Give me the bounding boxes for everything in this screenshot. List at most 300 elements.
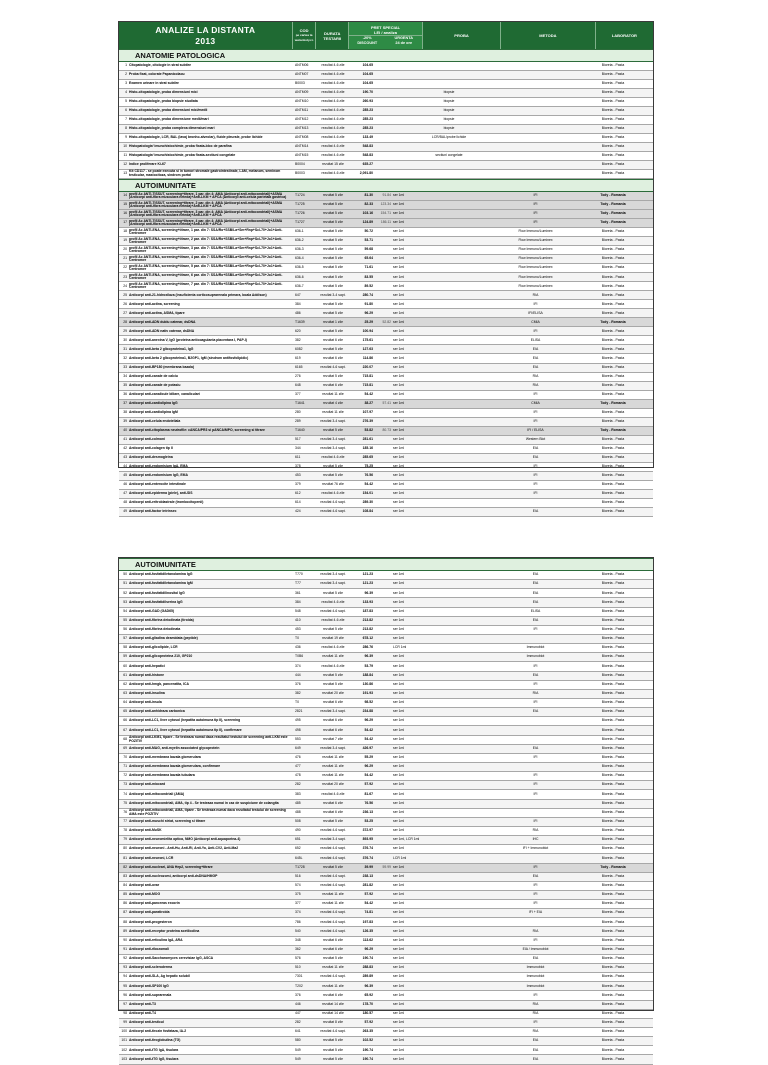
test-duration: rezultat 11 zile	[322, 409, 344, 414]
col-price-label: PRET SPECIAL	[370, 25, 401, 30]
test-name: Anticorpi anti-desmogleina	[129, 454, 173, 459]
col-price-sublabel: LEI / analiza	[374, 30, 397, 35]
discount-price: 52.82	[382, 319, 391, 324]
table-row	[119, 708, 653, 717]
table-row	[119, 427, 653, 436]
test-method: IFI	[533, 220, 538, 225]
urgent-sample: ser 1ml	[393, 627, 405, 632]
test-method: IFI + EIA	[528, 910, 543, 915]
test-method: IFI	[533, 391, 538, 396]
test-name: Anticorpi anti-endomisium IgG, EMA	[129, 472, 188, 477]
test-code: T1727	[295, 220, 305, 225]
test-name: Histopatologie/ imunohistochimie, proba fixata-sectiuni congelate	[129, 153, 236, 158]
urgent-sublabel: 24 de ore	[395, 41, 413, 45]
test-method: IFI	[533, 791, 538, 796]
test-code: 344	[295, 445, 301, 450]
test-code: 652	[295, 846, 301, 851]
discount-price: 186.11	[380, 220, 391, 225]
test-code: 612	[295, 490, 301, 495]
test-duration: rezultat 4-6 zile	[321, 599, 345, 604]
test-price: 197.83	[362, 919, 373, 924]
laboratory: Bioreta - Pasta	[601, 265, 625, 270]
table-row	[119, 391, 653, 400]
urgent-sample: ser 1ml	[393, 1047, 405, 1052]
table-row	[119, 672, 653, 681]
test-name: Kit CD117 - se poate executa si in tumori stromale gastrointestinale, LAM, melanom, seminom testicular, mastocitoza, sindrom portal	[129, 169, 281, 178]
test-duration: rezultat 5 zile	[323, 346, 343, 351]
test-duration: rezultat 5 zile	[323, 283, 343, 288]
test-method: IFI	[533, 864, 538, 869]
test-method: IFI	[533, 937, 538, 942]
test-duration: rezultat 11 zile	[322, 965, 344, 970]
urgent-sample: ser 1ml	[393, 301, 405, 306]
laboratory: Bioreta - Pasta	[601, 782, 625, 787]
test-method: IFI	[533, 773, 538, 778]
test-price: 104.65	[362, 63, 373, 68]
row-number: 91	[123, 946, 127, 951]
test-code: 636-7	[295, 283, 304, 288]
test-method: RIA	[532, 1029, 539, 1034]
row-number: 76	[123, 809, 127, 814]
row-number: 60	[123, 663, 127, 668]
test-code: 378	[295, 463, 301, 468]
table-row	[119, 681, 653, 690]
laboratory: Bioreta - Pasta	[601, 709, 625, 714]
test-price: 715.81	[362, 382, 373, 387]
urgent-label: URGENTA	[394, 36, 413, 40]
test-price: 107.97	[362, 409, 373, 414]
table-row	[119, 836, 653, 845]
test-name: Anticorpi anti-tiroglobulina (TG)	[129, 1038, 181, 1043]
test-name: Anticorpi anti-anexina V, IgG (proteina anticoagulanta placentara I, PAP-I)	[129, 337, 247, 342]
table-row	[119, 854, 653, 863]
test-name: Anticorpi anti-gliadina deamidata (peptide)	[129, 636, 198, 641]
table-row	[119, 937, 653, 946]
test-code: 488	[295, 809, 301, 814]
test-duration: rezultat 1 zile	[323, 319, 343, 324]
test-price: 236.13	[362, 809, 373, 814]
test-code: 540	[295, 928, 301, 933]
urgent-sample: ser 1ml	[393, 809, 405, 814]
table-row	[119, 1037, 653, 1046]
test-name: Anticorpi anti-fibrina deiodinata (tiroida)	[129, 617, 194, 622]
test-duration: rezultat 8 zile	[323, 1020, 343, 1025]
test-method: EIA / Immunoblot	[522, 946, 549, 951]
test-name: profil Ac ANTI-TISSUT, screening+titrare, 1 par. din 4: AMA (Anticorpi anti-mitocondriali)+ASMA (Anticorpi anti-fibra musculara neteda)+Anti-LKM + APCA (Anticorpi anti-celula parietala gastrica)	[129, 191, 287, 200]
row-number: 28	[123, 319, 127, 324]
test-name: Anticorpi anti-membrana bazala glomerulara, confirmare	[129, 764, 221, 769]
table-row	[119, 644, 653, 653]
test-price: 91.80	[364, 301, 373, 306]
test-duration: rezultat 4-6 sapt.	[320, 928, 346, 933]
row-number: 99	[123, 1020, 127, 1025]
test-price: 57.92	[364, 892, 373, 897]
test-code: 636-5	[295, 265, 304, 270]
row-number: 93	[123, 965, 127, 970]
row-number: 52	[123, 590, 127, 595]
urgent-sample: ser 1ml	[393, 382, 405, 387]
test-name: Anticorpi anti-neuroni, LCR	[129, 855, 174, 860]
test-name: Anticorpi anti-canale de calciu	[129, 373, 178, 378]
test-duration: rezultat 3-4 sapt.	[320, 418, 346, 423]
urgent-sample: ser 1ml	[393, 937, 405, 942]
test-code: 614	[295, 499, 301, 504]
laboratory: Bioreta - Pasta	[601, 636, 625, 641]
test-duration: rezultat 4-6 zile	[321, 171, 345, 176]
table-row	[119, 955, 653, 964]
col-sample-header	[422, 22, 500, 49]
urgent-sample: ser 1ml	[393, 1010, 405, 1015]
test-code: 611	[295, 454, 301, 459]
test-price: 376.74	[362, 855, 373, 860]
laboratory: Bioreta - Pasta	[601, 599, 625, 604]
test-code: 453	[295, 627, 301, 632]
test-code: 636-6	[295, 274, 304, 279]
test-code: 2821	[295, 709, 303, 714]
test-code: 508	[295, 819, 301, 824]
table-row	[119, 772, 653, 781]
test-method: EIA	[532, 873, 539, 878]
laboratory: Bioreta - Pasta	[601, 283, 625, 288]
test-name: Histo-citopatologie, proba complexa dimensiuni mari	[129, 126, 215, 131]
test-duration: rezultat 5 zile	[323, 301, 343, 306]
laboratory: Bioreta - Pasta	[601, 310, 625, 315]
urgent-sample: ser 1ml	[393, 328, 405, 333]
urgent-sample: ser 1ml	[393, 274, 405, 279]
test-price: 178.70	[362, 1001, 373, 1006]
laboratory: Bioreta - Pasta	[601, 910, 625, 915]
laboratory: Bioreta - Pasta	[601, 391, 625, 396]
table-row	[119, 617, 653, 626]
row-number: 22	[123, 265, 127, 270]
urgent-sample: ser 1ml	[393, 599, 405, 604]
test-duration: rezultat 7 zile	[323, 736, 343, 741]
table-row	[119, 598, 653, 607]
test-name: Anticorpi anti-miocard	[129, 782, 166, 787]
discount-price: 123.34	[380, 202, 391, 207]
table-row	[119, 571, 653, 580]
test-price: 50.72	[364, 229, 373, 234]
test-name: Anticorpi anti-endomisium IgA, EMA	[129, 463, 188, 468]
test-method: Flow Immuno/Luminex	[518, 274, 553, 279]
row-number: 3	[125, 81, 127, 86]
test-code: 651	[295, 837, 301, 842]
urgent-sample: ser 1ml	[393, 202, 405, 207]
test-name: Anticorpi anti-fosfatidilinositol IgG	[129, 590, 185, 595]
test-code: ANTM12	[295, 117, 309, 122]
test-duration: rezultat 4-6 zile	[321, 99, 345, 104]
laboratory: Bioreta - Pasta	[601, 946, 625, 951]
row-number: 74	[123, 791, 127, 796]
laboratory: Bioreta - Pasta	[601, 481, 625, 486]
test-duration: rezultat 4-6 zile	[321, 108, 345, 113]
test-code: 447	[295, 1010, 301, 1015]
test-code: 376	[295, 681, 301, 686]
row-number: 12	[123, 162, 127, 167]
laboratory: Bioreta - Pasta	[601, 919, 625, 924]
table-row	[119, 463, 653, 472]
section-rows	[119, 192, 653, 517]
test-method: EIA	[532, 572, 539, 577]
urgent-sample: ser 1ml	[393, 445, 405, 450]
test-price: 289.89	[362, 974, 373, 979]
test-code: T0B6	[295, 654, 304, 659]
section-title: AUTOIMUNITATE	[119, 179, 653, 192]
test-price: 25.29	[364, 319, 373, 324]
table-row	[119, 882, 653, 891]
table-row	[119, 781, 653, 790]
test-method: EIA	[532, 581, 539, 586]
test-duration: rezultat 5 zile	[323, 274, 343, 279]
test-price: 154.01	[362, 490, 373, 495]
test-duration: rezultat 20 zile	[322, 782, 344, 787]
test-price: 81.67	[364, 791, 373, 796]
test-name: Anticorpi anti-fosfatidilserina IgG	[129, 599, 183, 604]
discount-price: 154.71	[380, 211, 391, 216]
urgent-sample: ser 1ml	[393, 965, 405, 970]
table-row	[119, 490, 653, 499]
table-row	[119, 1001, 653, 1010]
table-row	[119, 300, 653, 309]
test-method: Flow Immuno/Luminex	[518, 229, 553, 234]
test-price: 276.39	[362, 418, 373, 423]
test-price: 263.35	[362, 1029, 373, 1034]
test-price: 376.74	[362, 846, 373, 851]
col-lab-header	[595, 22, 653, 49]
test-price: 65.92	[364, 992, 373, 997]
row-number: 40	[123, 427, 127, 432]
test-code: 382	[295, 691, 301, 696]
urgent-sample: ser 1ml	[393, 229, 405, 234]
test-price: 38.27	[364, 400, 373, 405]
row-number: 14	[123, 193, 127, 198]
test-name: profil Ac ANTI-ENA, screening+titrare, 5 par. din 7: SSA/Ro+SSB/La+Sm+Rnp+Scl-70+Jo1+Anti-Centromer	[129, 263, 283, 272]
test-code: T0	[295, 636, 299, 641]
urgent-sample: ser 1ml	[393, 919, 405, 924]
test-name: Anticorpi anti-pancreas exocrin	[129, 901, 180, 906]
test-price: 102.52	[362, 1038, 373, 1043]
row-number: 78	[123, 828, 127, 833]
table-row	[119, 134, 653, 143]
row-number: 46	[123, 481, 127, 486]
col-discount-header	[349, 36, 386, 46]
test-name: profil Ac ANTI-TISSUT, screening+titrare, 3 par. din 4: AMA (Anticorpi anti-mitocondriali)+ASMA (Anticorpi anti-fibra musculara neteda)+Anti-LKM + APCA	[129, 209, 283, 218]
urgent-sample: ser 1ml	[393, 572, 405, 577]
test-code: 576	[295, 956, 301, 961]
test-price: 54.42	[364, 727, 373, 732]
urgent-sample: ser 1ml	[393, 238, 405, 243]
row-number: 29	[123, 328, 127, 333]
test-price: 96.39	[364, 983, 373, 988]
test-code: ANTM08	[295, 135, 309, 140]
row-number: 79	[123, 837, 127, 842]
test-duration: rezultat 11 zile	[322, 901, 344, 906]
row-number: 102	[121, 1047, 127, 1052]
test-code: 490	[295, 828, 301, 833]
urgent-sample: ser 1ml	[393, 892, 405, 897]
row-number: 59	[123, 654, 127, 659]
laboratory: Bioreta - Pasta	[601, 274, 625, 279]
test-method: EIA	[532, 1047, 539, 1052]
test-code: T0	[295, 700, 299, 705]
table-row	[119, 62, 653, 71]
row-number: 85	[123, 892, 127, 897]
test-duration: rezultat 5 zile	[323, 1056, 343, 1061]
table-header	[119, 22, 653, 49]
test-price: 59.68	[364, 247, 373, 252]
test-method: RIA	[532, 373, 539, 378]
urgent-sample: ser 1ml	[393, 590, 405, 595]
table-row	[119, 445, 653, 454]
table-row	[119, 481, 653, 490]
test-duration: rezultat 4-6 zile	[321, 153, 345, 158]
table-row	[119, 991, 653, 1000]
row-number: 92	[123, 956, 127, 961]
urgent-sample: ser 1ml	[393, 1038, 405, 1043]
test-code: 382	[295, 337, 301, 342]
test-duration: rezultat 5 zile	[323, 1038, 343, 1043]
test-name: Anticorpi anti-histone	[129, 672, 165, 677]
row-number: 30	[123, 337, 127, 342]
urgent-sample: ser 1ml	[393, 310, 405, 315]
test-price: 54.42	[364, 481, 373, 486]
urgent-sample: ser 1ml	[393, 901, 405, 906]
table-row	[119, 745, 653, 754]
test-name: Anticorpi anti-cardiolipina IgG	[129, 400, 178, 405]
urgent-sample: ser 1ml	[393, 755, 405, 760]
test-code: 636-2	[295, 238, 304, 243]
test-duration: rezultat 6 zile	[323, 718, 343, 723]
row-number: 26	[123, 301, 127, 306]
row-number: 62	[123, 681, 127, 686]
test-price: 75.25	[364, 463, 373, 468]
test-duration: rezultat 5 zile	[323, 472, 343, 477]
test-name: Anticorpi anti-tTG IgG, tisulara	[129, 1056, 179, 1061]
test-method: EIA	[532, 709, 539, 714]
test-duration: rezultat 5 zile	[323, 1047, 343, 1052]
test-code: 486	[295, 310, 301, 315]
table-row	[119, 891, 653, 900]
title-year: 2013	[195, 35, 216, 46]
test-name: Indice proliferare Ki-67	[129, 162, 166, 167]
urgent-sample: ser 1ml	[393, 883, 405, 887]
test-price: 57.92	[364, 782, 373, 787]
table-row	[119, 125, 653, 134]
test-duration: rezultat 15 zile	[322, 162, 344, 167]
test-name: Anticorpi anti-glicoproteina 210, GP210	[129, 654, 193, 659]
urgent-sample: ser 1ml	[393, 691, 405, 696]
test-duration: rezultat 3-4 sapt.	[320, 292, 346, 297]
urgent-sample: ser 1ml	[393, 654, 405, 659]
test-duration: rezultat 5 zile	[323, 220, 343, 225]
laboratory: Bioreta - Pasta	[601, 409, 625, 414]
test-name: Histo-citopatologie, proba dimensiuni mici	[129, 90, 198, 95]
laboratory: Bioreta - Pasta	[601, 99, 625, 104]
row-number: 41	[123, 436, 127, 441]
row-number: 83	[123, 873, 127, 878]
test-price: 124.89	[362, 220, 373, 225]
test-code: 376	[295, 992, 301, 997]
row-number: 27	[123, 310, 127, 315]
laboratory: Bioreta - Pasta	[601, 764, 625, 769]
test-duration: rezultat 11 zile	[322, 764, 344, 769]
test-name: Anticorpi anti-actina, ASMA, tipare	[129, 310, 185, 315]
laboratory: Bioreta - Pasta	[601, 108, 625, 113]
laboratory: Bioreta - Pasta	[601, 974, 625, 979]
test-name: Anticorpi anti-enterocite intestinale	[129, 481, 186, 486]
row-number: 98	[123, 1010, 127, 1015]
table-row	[119, 927, 653, 936]
sample-type: biopsie	[443, 90, 455, 95]
table-row	[119, 418, 653, 427]
col-code-label: COD	[299, 28, 309, 33]
table-row	[119, 237, 653, 246]
test-method: Immunoblot	[526, 965, 545, 970]
test-price: 81.30	[364, 193, 373, 198]
test-method: IFI	[533, 901, 538, 906]
test-name: Anticorpi anti-membrana bazala glomerulara	[129, 755, 201, 760]
laboratory: Bioreta - Pasta	[601, 773, 625, 778]
table-row	[119, 946, 653, 955]
row-number: 77	[123, 819, 127, 824]
test-duration: rezultat 4-6 sapt.	[320, 364, 346, 369]
test-code: 549	[295, 1056, 301, 1061]
test-price: 678.12	[362, 636, 373, 641]
test-name: profil Ac ANTI-ENA, screening+titrare, 3 par. din 7: SSA/Ro+SSB/La+Sm+Rnp+Scl-70+Jo1+Anti-Centromer	[129, 245, 283, 254]
discount-price: 57.41	[382, 400, 391, 405]
test-method: EIA	[532, 346, 539, 351]
row-number: 45	[123, 472, 127, 477]
table-row	[119, 400, 653, 409]
test-code: 649	[295, 745, 301, 750]
row-number: 82	[123, 864, 127, 869]
row-number: 53	[123, 599, 127, 604]
test-code: 7301	[295, 974, 303, 979]
test-code: 362	[295, 946, 301, 951]
test-price: 285.23	[362, 117, 373, 122]
row-number: 23	[123, 274, 127, 279]
test-name: Anticorpi anti-insula	[129, 700, 162, 705]
table-row	[119, 736, 653, 745]
urgent-sample: ser 1ml	[393, 1056, 405, 1061]
test-name: Anticorpi anti-MuSK	[129, 828, 162, 833]
test-method: RIA	[532, 382, 539, 387]
test-price: 288.83	[362, 965, 373, 970]
test-method: IFI	[533, 782, 538, 787]
test-name: Anticorpi anti-colmoni	[129, 436, 165, 441]
test-name: Anticorpi anti-canalicule biliare, canaliculari	[129, 391, 200, 396]
laboratory: Tody - Romania	[600, 211, 626, 216]
test-name: Anticorpi anti-GAD (GAD65)	[129, 608, 175, 613]
urgent-sample: ser 1ml	[393, 409, 405, 414]
test-duration: rezultat 4-6 zile	[321, 490, 345, 495]
test-price: 213.82	[362, 627, 373, 632]
row-number: 54	[123, 608, 127, 613]
row-number: 69	[123, 745, 127, 750]
test-duration: rezultat 4-6 zile	[321, 117, 345, 122]
test-price: 98.52	[364, 700, 373, 705]
test-code: 485	[295, 800, 301, 805]
test-price: 113.62	[362, 937, 373, 942]
test-name: profil Ac ANTI-ENA, screening+titrare, 4 par. din 7: SSA/Ro+SSB/La+Sm+Rnp+Scl-70+Jo1+Anti-Centromer	[129, 254, 283, 263]
test-price: 180.57	[362, 1010, 373, 1015]
test-duration: rezultat 5 zile	[323, 247, 343, 252]
test-method: Immunoblot	[526, 983, 545, 988]
row-number: 21	[123, 256, 127, 261]
test-duration: rezultat 5 zile	[323, 819, 343, 824]
sample-type: sectiuni congelate	[435, 153, 463, 158]
test-code: T1724	[295, 193, 305, 198]
